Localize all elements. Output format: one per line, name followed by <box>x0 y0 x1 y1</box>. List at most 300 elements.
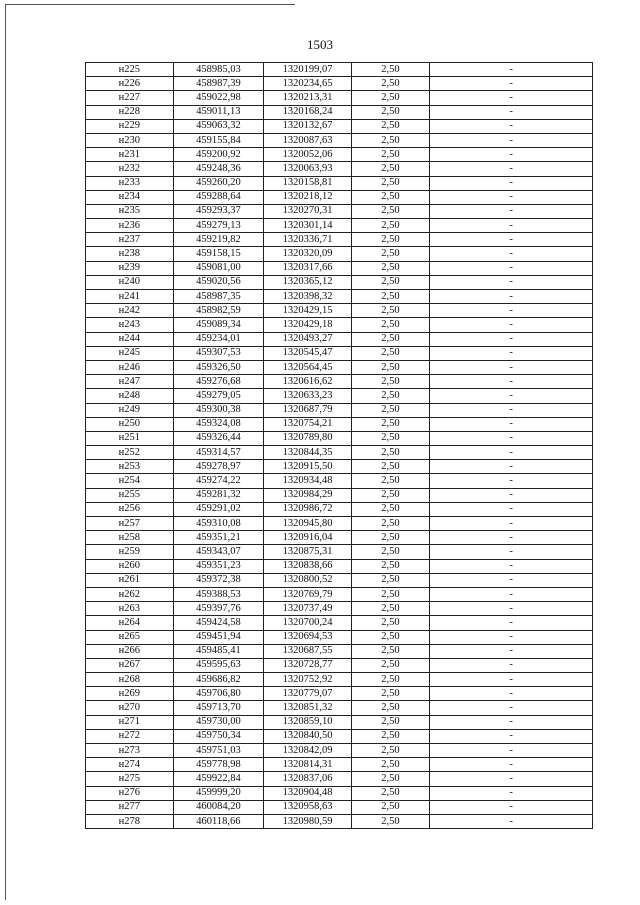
note-cell: - <box>430 786 593 800</box>
note-cell: - <box>430 772 593 786</box>
point-id-cell: н272 <box>86 729 174 743</box>
x-coordinate-cell: 459155,84 <box>173 133 264 147</box>
point-id-cell: н254 <box>86 474 174 488</box>
table-row <box>86 602 593 616</box>
note-cell: - <box>430 602 593 616</box>
y-coordinate-cell: 1320814,31 <box>264 758 352 772</box>
table-row <box>86 630 593 644</box>
y-coordinate-cell: 1320087,63 <box>264 133 352 147</box>
x-coordinate-cell: 459300,38 <box>173 403 264 417</box>
y-coordinate-cell: 1320800,52 <box>264 573 352 587</box>
point-id-cell: н257 <box>86 517 174 531</box>
x-coordinate-cell: 459279,13 <box>173 219 264 233</box>
y-coordinate-cell: 1320052,06 <box>264 148 352 162</box>
note-cell: - <box>430 176 593 190</box>
y-coordinate-cell: 1320752,92 <box>264 673 352 687</box>
point-id-cell: н230 <box>86 133 174 147</box>
accuracy-cell: 2,50 <box>351 630 429 644</box>
table-row <box>86 616 593 630</box>
point-id-cell: н226 <box>86 77 174 91</box>
accuracy-cell: 2,50 <box>351 133 429 147</box>
table-row <box>86 715 593 729</box>
accuracy-cell: 2,50 <box>351 261 429 275</box>
note-cell: - <box>430 673 593 687</box>
note-cell: - <box>430 658 593 672</box>
table-row <box>86 176 593 190</box>
point-id-cell: н273 <box>86 744 174 758</box>
y-coordinate-cell: 1320365,12 <box>264 275 352 289</box>
note-cell: - <box>430 744 593 758</box>
y-coordinate-cell: 1320789,80 <box>264 431 352 445</box>
x-coordinate-cell: 459291,02 <box>173 502 264 516</box>
note-cell: - <box>430 346 593 360</box>
table-row <box>86 474 593 488</box>
x-coordinate-cell: 460084,20 <box>173 800 264 814</box>
note-cell: - <box>430 332 593 346</box>
accuracy-cell: 2,50 <box>351 673 429 687</box>
y-coordinate-cell: 1320986,72 <box>264 502 352 516</box>
note-cell: - <box>430 304 593 318</box>
x-coordinate-cell: 459281,32 <box>173 488 264 502</box>
accuracy-cell: 2,50 <box>351 360 429 374</box>
accuracy-cell: 2,50 <box>351 687 429 701</box>
note-cell: - <box>430 446 593 460</box>
y-coordinate-cell: 1320958,63 <box>264 800 352 814</box>
point-id-cell: н240 <box>86 275 174 289</box>
point-id-cell: н260 <box>86 559 174 573</box>
x-coordinate-cell: 459686,82 <box>173 673 264 687</box>
accuracy-cell: 2,50 <box>351 758 429 772</box>
y-coordinate-cell: 1320132,67 <box>264 119 352 133</box>
accuracy-cell: 2,50 <box>351 573 429 587</box>
point-id-cell: н265 <box>86 630 174 644</box>
x-coordinate-cell: 459310,08 <box>173 517 264 531</box>
note-cell: - <box>430 233 593 247</box>
table-row <box>86 573 593 587</box>
point-id-cell: н252 <box>86 446 174 460</box>
x-coordinate-cell: 459326,44 <box>173 431 264 445</box>
table-row <box>86 332 593 346</box>
x-coordinate-cell: 459081,00 <box>173 261 264 275</box>
point-id-cell: н275 <box>86 772 174 786</box>
accuracy-cell: 2,50 <box>351 247 429 261</box>
note-cell: - <box>430 758 593 772</box>
accuracy-cell: 2,50 <box>351 332 429 346</box>
accuracy-cell: 2,50 <box>351 63 429 77</box>
accuracy-cell: 2,50 <box>351 219 429 233</box>
point-id-cell: н261 <box>86 573 174 587</box>
point-id-cell: н242 <box>86 304 174 318</box>
accuracy-cell: 2,50 <box>351 91 429 105</box>
x-coordinate-cell: 459326,50 <box>173 360 264 374</box>
point-id-cell: н239 <box>86 261 174 275</box>
y-coordinate-cell: 1320199,07 <box>264 63 352 77</box>
table-row <box>86 701 593 715</box>
note-cell: - <box>430 148 593 162</box>
accuracy-cell: 2,50 <box>351 105 429 119</box>
point-id-cell: н255 <box>86 488 174 502</box>
point-id-cell: н263 <box>86 602 174 616</box>
x-coordinate-cell: 460118,66 <box>173 814 264 828</box>
x-coordinate-cell: 459751,03 <box>173 744 264 758</box>
y-coordinate-cell: 1320320,09 <box>264 247 352 261</box>
x-coordinate-cell: 459089,34 <box>173 318 264 332</box>
x-coordinate-cell: 459397,76 <box>173 602 264 616</box>
note-cell: - <box>430 517 593 531</box>
accuracy-cell: 2,50 <box>351 318 429 332</box>
accuracy-cell: 2,50 <box>351 233 429 247</box>
y-coordinate-cell: 1320844,35 <box>264 446 352 460</box>
x-coordinate-cell: 459706,80 <box>173 687 264 701</box>
table-row <box>86 673 593 687</box>
accuracy-cell: 2,50 <box>351 715 429 729</box>
x-coordinate-cell: 459158,15 <box>173 247 264 261</box>
note-cell: - <box>430 431 593 445</box>
y-coordinate-cell: 1320168,24 <box>264 105 352 119</box>
table-row <box>86 644 593 658</box>
y-coordinate-cell: 1320213,31 <box>264 91 352 105</box>
note-cell: - <box>430 204 593 218</box>
point-id-cell: н251 <box>86 431 174 445</box>
page-number: 1503 <box>307 37 333 52</box>
x-coordinate-cell: 459713,70 <box>173 701 264 715</box>
coordinates-table <box>85 62 593 829</box>
point-id-cell: н247 <box>86 375 174 389</box>
x-coordinate-cell: 459451,94 <box>173 630 264 644</box>
note-cell: - <box>430 644 593 658</box>
x-coordinate-cell: 459219,82 <box>173 233 264 247</box>
y-coordinate-cell: 1320694,53 <box>264 630 352 644</box>
x-coordinate-cell: 459063,32 <box>173 119 264 133</box>
accuracy-cell: 2,50 <box>351 616 429 630</box>
accuracy-cell: 2,50 <box>351 729 429 743</box>
note-cell: - <box>430 559 593 573</box>
note-cell: - <box>430 701 593 715</box>
note-cell: - <box>430 133 593 147</box>
table-row <box>86 446 593 460</box>
note-cell: - <box>430 119 593 133</box>
table-row <box>86 517 593 531</box>
y-coordinate-cell: 1320945,80 <box>264 517 352 531</box>
y-coordinate-cell: 1320915,50 <box>264 460 352 474</box>
table-row <box>86 162 593 176</box>
note-cell: - <box>430 545 593 559</box>
accuracy-cell: 2,50 <box>351 602 429 616</box>
table-row <box>86 318 593 332</box>
y-coordinate-cell: 1320616,62 <box>264 375 352 389</box>
accuracy-cell: 2,50 <box>351 417 429 431</box>
accuracy-cell: 2,50 <box>351 502 429 516</box>
y-coordinate-cell: 1320317,66 <box>264 261 352 275</box>
point-id-cell: н236 <box>86 219 174 233</box>
accuracy-cell: 2,50 <box>351 531 429 545</box>
table-row <box>86 502 593 516</box>
point-id-cell: н234 <box>86 190 174 204</box>
y-coordinate-cell: 1320493,27 <box>264 332 352 346</box>
accuracy-cell: 2,50 <box>351 772 429 786</box>
table-row <box>86 219 593 233</box>
note-cell: - <box>430 162 593 176</box>
note-cell: - <box>430 219 593 233</box>
table-row <box>86 261 593 275</box>
accuracy-cell: 2,50 <box>351 701 429 715</box>
accuracy-cell: 2,50 <box>351 304 429 318</box>
x-coordinate-cell: 459730,00 <box>173 715 264 729</box>
x-coordinate-cell: 458987,39 <box>173 77 264 91</box>
y-coordinate-cell: 1320842,09 <box>264 744 352 758</box>
note-cell: - <box>430 375 593 389</box>
y-coordinate-cell: 1320838,66 <box>264 559 352 573</box>
x-coordinate-cell: 459279,05 <box>173 389 264 403</box>
table-row <box>86 190 593 204</box>
accuracy-cell: 2,50 <box>351 814 429 828</box>
x-coordinate-cell: 459248,36 <box>173 162 264 176</box>
x-coordinate-cell: 459307,53 <box>173 346 264 360</box>
point-id-cell: н233 <box>86 176 174 190</box>
point-id-cell: н241 <box>86 290 174 304</box>
y-coordinate-cell: 1320934,48 <box>264 474 352 488</box>
x-coordinate-cell: 458985,03 <box>173 63 264 77</box>
table-row <box>86 758 593 772</box>
point-id-cell: н245 <box>86 346 174 360</box>
y-coordinate-cell: 1320779,07 <box>264 687 352 701</box>
note-cell: - <box>430 247 593 261</box>
table-row <box>86 119 593 133</box>
y-coordinate-cell: 1320859,10 <box>264 715 352 729</box>
table-row <box>86 375 593 389</box>
note-cell: - <box>430 261 593 275</box>
note-cell: - <box>430 814 593 828</box>
accuracy-cell: 2,50 <box>351 545 429 559</box>
note-cell: - <box>430 190 593 204</box>
x-coordinate-cell: 458987,35 <box>173 290 264 304</box>
y-coordinate-cell: 1320769,79 <box>264 587 352 601</box>
point-id-cell: н267 <box>86 658 174 672</box>
x-coordinate-cell: 459200,92 <box>173 148 264 162</box>
x-coordinate-cell: 459485,41 <box>173 644 264 658</box>
accuracy-cell: 2,50 <box>351 162 429 176</box>
y-coordinate-cell: 1320429,18 <box>264 318 352 332</box>
coordinates-table-body <box>86 63 593 829</box>
point-id-cell: н231 <box>86 148 174 162</box>
accuracy-cell: 2,50 <box>351 290 429 304</box>
point-id-cell: н228 <box>86 105 174 119</box>
table-row <box>86 531 593 545</box>
x-coordinate-cell: 459274,22 <box>173 474 264 488</box>
point-id-cell: н253 <box>86 460 174 474</box>
note-cell: - <box>430 687 593 701</box>
note-cell: - <box>430 715 593 729</box>
x-coordinate-cell: 459260,20 <box>173 176 264 190</box>
table-row <box>86 587 593 601</box>
accuracy-cell: 2,50 <box>351 517 429 531</box>
point-id-cell: н270 <box>86 701 174 715</box>
x-coordinate-cell: 459750,34 <box>173 729 264 743</box>
x-coordinate-cell: 459922,84 <box>173 772 264 786</box>
accuracy-cell: 2,50 <box>351 587 429 601</box>
y-coordinate-cell: 1320875,31 <box>264 545 352 559</box>
x-coordinate-cell: 459424,58 <box>173 616 264 630</box>
point-id-cell: н235 <box>86 204 174 218</box>
point-id-cell: н269 <box>86 687 174 701</box>
note-cell: - <box>430 460 593 474</box>
accuracy-cell: 2,50 <box>351 559 429 573</box>
x-coordinate-cell: 459351,23 <box>173 559 264 573</box>
point-id-cell: н276 <box>86 786 174 800</box>
y-coordinate-cell: 1320984,29 <box>264 488 352 502</box>
note-cell: - <box>430 63 593 77</box>
accuracy-cell: 2,50 <box>351 403 429 417</box>
note-cell: - <box>430 275 593 289</box>
y-coordinate-cell: 1320687,79 <box>264 403 352 417</box>
table-row <box>86 800 593 814</box>
point-id-cell: н244 <box>86 332 174 346</box>
table-row <box>86 772 593 786</box>
table-row <box>86 460 593 474</box>
table-row <box>86 545 593 559</box>
note-cell: - <box>430 502 593 516</box>
x-coordinate-cell: 459293,37 <box>173 204 264 218</box>
table-row <box>86 133 593 147</box>
y-coordinate-cell: 1320840,50 <box>264 729 352 743</box>
table-row <box>86 403 593 417</box>
point-id-cell: н232 <box>86 162 174 176</box>
table-row <box>86 658 593 672</box>
point-id-cell: н274 <box>86 758 174 772</box>
x-coordinate-cell: 459351,21 <box>173 531 264 545</box>
table-row <box>86 729 593 743</box>
table-row <box>86 290 593 304</box>
y-coordinate-cell: 1320754,21 <box>264 417 352 431</box>
note-cell: - <box>430 417 593 431</box>
accuracy-cell: 2,50 <box>351 800 429 814</box>
accuracy-cell: 2,50 <box>351 176 429 190</box>
note-cell: - <box>430 587 593 601</box>
accuracy-cell: 2,50 <box>351 488 429 502</box>
x-coordinate-cell: 459778,98 <box>173 758 264 772</box>
accuracy-cell: 2,50 <box>351 190 429 204</box>
x-coordinate-cell: 459388,53 <box>173 587 264 601</box>
table-row <box>86 247 593 261</box>
table-row <box>86 360 593 374</box>
note-cell: - <box>430 474 593 488</box>
accuracy-cell: 2,50 <box>351 744 429 758</box>
accuracy-cell: 2,50 <box>351 119 429 133</box>
note-cell: - <box>430 531 593 545</box>
accuracy-cell: 2,50 <box>351 431 429 445</box>
x-coordinate-cell: 459343,07 <box>173 545 264 559</box>
point-id-cell: н249 <box>86 403 174 417</box>
table-row <box>86 814 593 828</box>
point-id-cell: н262 <box>86 587 174 601</box>
y-coordinate-cell: 1320837,06 <box>264 772 352 786</box>
y-coordinate-cell: 1320158,81 <box>264 176 352 190</box>
accuracy-cell: 2,50 <box>351 446 429 460</box>
y-coordinate-cell: 1320728,77 <box>264 658 352 672</box>
y-coordinate-cell: 1320916,04 <box>264 531 352 545</box>
table-row <box>86 431 593 445</box>
table-row <box>86 389 593 403</box>
y-coordinate-cell: 1320904,48 <box>264 786 352 800</box>
y-coordinate-cell: 1320336,71 <box>264 233 352 247</box>
point-id-cell: н243 <box>86 318 174 332</box>
point-id-cell: н238 <box>86 247 174 261</box>
y-coordinate-cell: 1320851,32 <box>264 701 352 715</box>
accuracy-cell: 2,50 <box>351 389 429 403</box>
accuracy-cell: 2,50 <box>351 786 429 800</box>
y-coordinate-cell: 1320270,31 <box>264 204 352 218</box>
note-cell: - <box>430 91 593 105</box>
y-coordinate-cell: 1320301,14 <box>264 219 352 233</box>
note-cell: - <box>430 729 593 743</box>
x-coordinate-cell: 459234,01 <box>173 332 264 346</box>
table-row <box>86 346 593 360</box>
x-coordinate-cell: 459372,38 <box>173 573 264 587</box>
x-coordinate-cell: 459324,08 <box>173 417 264 431</box>
x-coordinate-cell: 459999,20 <box>173 786 264 800</box>
point-id-cell: н227 <box>86 91 174 105</box>
y-coordinate-cell: 1320063,93 <box>264 162 352 176</box>
x-coordinate-cell: 459020,56 <box>173 275 264 289</box>
point-id-cell: н259 <box>86 545 174 559</box>
y-coordinate-cell: 1320545,47 <box>264 346 352 360</box>
x-coordinate-cell: 459288,64 <box>173 190 264 204</box>
accuracy-cell: 2,50 <box>351 460 429 474</box>
table-row <box>86 417 593 431</box>
note-cell: - <box>430 105 593 119</box>
note-cell: - <box>430 630 593 644</box>
note-cell: - <box>430 403 593 417</box>
table-row <box>86 105 593 119</box>
x-coordinate-cell: 459011,13 <box>173 105 264 119</box>
y-coordinate-cell: 1320633,23 <box>264 389 352 403</box>
note-cell: - <box>430 389 593 403</box>
page-top-border <box>5 4 295 5</box>
y-coordinate-cell: 1320737,49 <box>264 602 352 616</box>
x-coordinate-cell: 459276,68 <box>173 375 264 389</box>
point-id-cell: н237 <box>86 233 174 247</box>
point-id-cell: н229 <box>86 119 174 133</box>
note-cell: - <box>430 616 593 630</box>
table-row <box>86 233 593 247</box>
x-coordinate-cell: 459314,57 <box>173 446 264 460</box>
point-id-cell: н258 <box>86 531 174 545</box>
accuracy-cell: 2,50 <box>351 77 429 91</box>
note-cell: - <box>430 488 593 502</box>
x-coordinate-cell: 458982,59 <box>173 304 264 318</box>
x-coordinate-cell: 459022,98 <box>173 91 264 105</box>
point-id-cell: н271 <box>86 715 174 729</box>
point-id-cell: н250 <box>86 417 174 431</box>
accuracy-cell: 2,50 <box>351 658 429 672</box>
accuracy-cell: 2,50 <box>351 275 429 289</box>
table-row <box>86 204 593 218</box>
y-coordinate-cell: 1320564,45 <box>264 360 352 374</box>
page-left-border <box>5 4 6 900</box>
note-cell: - <box>430 360 593 374</box>
point-id-cell: н278 <box>86 814 174 828</box>
accuracy-cell: 2,50 <box>351 148 429 162</box>
y-coordinate-cell: 1320700,24 <box>264 616 352 630</box>
y-coordinate-cell: 1320234,65 <box>264 77 352 91</box>
accuracy-cell: 2,50 <box>351 375 429 389</box>
y-coordinate-cell: 1320429,15 <box>264 304 352 318</box>
point-id-cell: н277 <box>86 800 174 814</box>
y-coordinate-cell: 1320398,32 <box>264 290 352 304</box>
point-id-cell: н248 <box>86 389 174 403</box>
accuracy-cell: 2,50 <box>351 346 429 360</box>
note-cell: - <box>430 573 593 587</box>
